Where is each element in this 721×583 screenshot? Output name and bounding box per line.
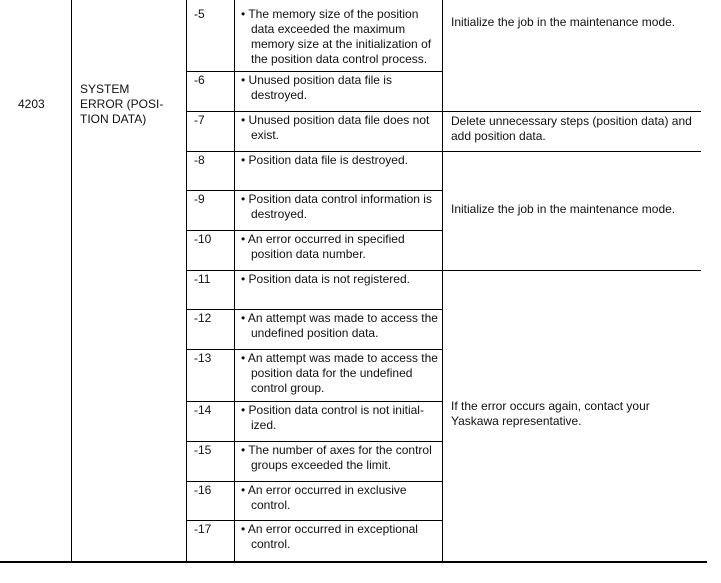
sub-code: -12 bbox=[194, 311, 212, 325]
description-text: • Unused position data file is destroyed. bbox=[241, 73, 392, 102]
row-rule bbox=[186, 441, 443, 442]
remedy-text: Delete unnecessary steps (position data) and add position data. bbox=[451, 114, 692, 143]
row-rule bbox=[186, 190, 443, 191]
description-text: • Position data is not registered. bbox=[241, 272, 410, 286]
row-rule bbox=[186, 349, 443, 350]
error-name-line: ERROR (POSI- bbox=[80, 97, 164, 111]
column-rule bbox=[186, 0, 187, 561]
error-description bbox=[241, 443, 441, 473]
description-text: • The number of axes for the control groups exceeded the limit. bbox=[241, 443, 432, 472]
error-description bbox=[241, 272, 441, 287]
sub-code: -5 bbox=[194, 7, 205, 21]
row-rule bbox=[186, 270, 701, 271]
error-description bbox=[241, 113, 441, 143]
sub-code: -11 bbox=[194, 272, 211, 286]
row-rule bbox=[186, 111, 701, 112]
description-text: • An error occurred in specified position data number. bbox=[241, 232, 405, 261]
error-description bbox=[241, 232, 441, 262]
row-rule bbox=[186, 71, 443, 72]
column-rule bbox=[442, 0, 443, 561]
sub-code: -16 bbox=[194, 483, 212, 497]
error-name-line: SYSTEM bbox=[80, 82, 130, 96]
sub-code: -14 bbox=[194, 403, 212, 417]
row-rule bbox=[186, 309, 443, 310]
row-rule bbox=[186, 520, 443, 521]
sub-code: -9 bbox=[194, 192, 205, 206]
description-text: • Unused position data file does not exist. bbox=[241, 113, 430, 142]
description-text: • An attempt was made to access the position data for the undefined control group. bbox=[241, 351, 438, 395]
error-description bbox=[241, 351, 441, 396]
description-text: • An error occurred in exclusive control. bbox=[241, 483, 407, 512]
description-text: • Position data control is not initial- ized. bbox=[241, 403, 424, 432]
description-text: • The memory size of the position data exceeded the maximum memory size at the initialization of the position data control process. bbox=[241, 7, 432, 66]
column-rule bbox=[71, 0, 72, 561]
description-text: • An error occurred in exceptional control. bbox=[241, 522, 418, 551]
column-rule bbox=[234, 0, 235, 561]
remedy-text: Initialize the job in the maintenance mode. bbox=[451, 202, 676, 216]
table-bottom-rule bbox=[0, 561, 707, 563]
error-description bbox=[241, 192, 441, 222]
error-description bbox=[241, 483, 441, 513]
error-code: 4203 bbox=[18, 97, 45, 111]
sub-code: -17 bbox=[194, 522, 212, 536]
sub-code: -10 bbox=[194, 232, 212, 246]
row-rule bbox=[186, 151, 701, 152]
error-description bbox=[241, 311, 441, 341]
description-text: • Position data file is destroyed. bbox=[241, 153, 408, 167]
sub-code: -8 bbox=[194, 153, 205, 167]
sub-code: -7 bbox=[194, 113, 205, 127]
error-description bbox=[241, 7, 441, 67]
error-description bbox=[241, 522, 441, 552]
description-text: • An attempt was made to access the undefined position data. bbox=[241, 311, 438, 340]
error-description bbox=[241, 403, 441, 433]
row-rule bbox=[186, 481, 443, 482]
description-text: • Position data control information is destroyed. bbox=[241, 192, 432, 221]
remedy-text: If the error occurs again, contact your Yaskawa representative. bbox=[451, 399, 650, 428]
row-rule bbox=[186, 401, 443, 402]
sub-code: -13 bbox=[194, 351, 212, 365]
sub-code: -6 bbox=[194, 73, 205, 87]
remedy-text: Initialize the job in the maintenance mode. bbox=[451, 15, 676, 29]
sub-code: -15 bbox=[194, 443, 212, 457]
error-description bbox=[241, 73, 441, 103]
error-name-line: TION DATA) bbox=[80, 112, 147, 126]
row-rule bbox=[186, 230, 443, 231]
error-description bbox=[241, 153, 441, 168]
